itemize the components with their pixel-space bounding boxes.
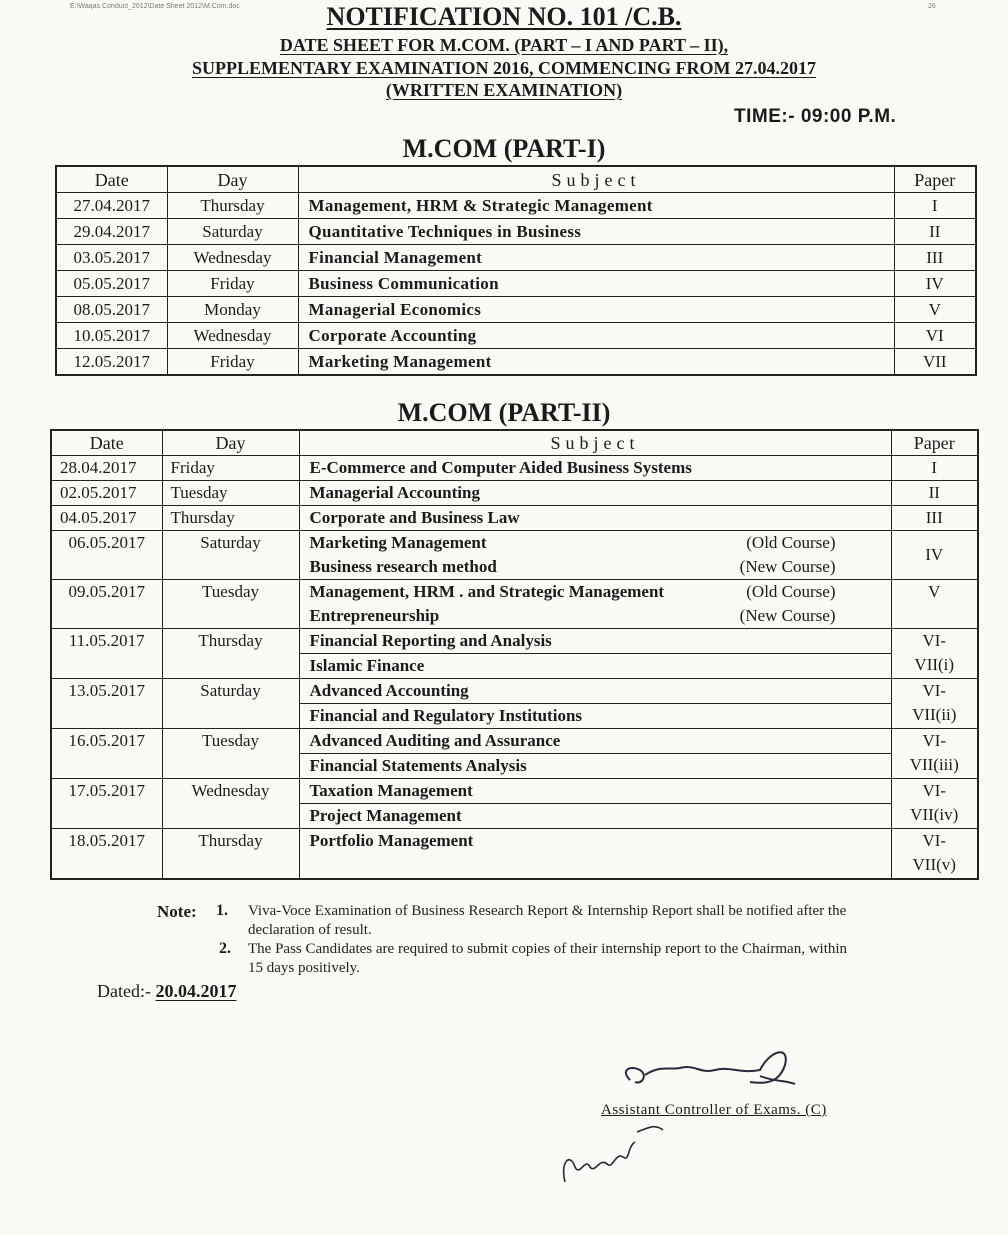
row-date: 04.05.2017 bbox=[51, 506, 162, 531]
subject-line bbox=[300, 729, 891, 753]
row-subject bbox=[299, 779, 891, 829]
paper-number: VII(i) bbox=[914, 655, 955, 674]
row-day: Thursday bbox=[162, 829, 299, 879]
row-paper bbox=[891, 456, 978, 481]
paper-number: I bbox=[931, 458, 938, 477]
row-paper bbox=[891, 629, 978, 679]
table-row bbox=[51, 779, 978, 829]
row-date: 13.05.2017 bbox=[51, 679, 162, 729]
table-row bbox=[51, 679, 978, 729]
table-row bbox=[56, 323, 976, 349]
table-row bbox=[51, 531, 978, 580]
table-header-row bbox=[56, 166, 976, 193]
note-2-line-2: 15 days positively. bbox=[248, 960, 360, 976]
row-subject bbox=[299, 829, 891, 879]
course-type: (Old Course) bbox=[746, 533, 836, 552]
exam-time: TIME:- 09:00 P.M. bbox=[734, 106, 897, 127]
subject-line bbox=[300, 580, 891, 604]
row-paper bbox=[891, 580, 978, 629]
row-paper: VI bbox=[894, 323, 976, 349]
row-day: Wednesday bbox=[167, 245, 298, 271]
subject-line bbox=[300, 481, 891, 505]
subject-line bbox=[300, 753, 891, 778]
paper-number: VI- bbox=[922, 731, 947, 750]
row-day: Wednesday bbox=[162, 779, 299, 829]
subject-name: Financial and Regulatory Institutions bbox=[309, 706, 583, 725]
row-date: 05.05.2017 bbox=[56, 271, 167, 297]
note-2-line-1: The Pass Candidates are required to submit copies of their internship report to the Chairman, within bbox=[248, 941, 848, 957]
row-date: 03.05.2017 bbox=[56, 245, 167, 271]
header-date: Date bbox=[51, 430, 162, 456]
note-1-line-2: declaration of result. bbox=[248, 922, 372, 938]
notification-title: NOTIFICATION NO. 101 /C.B. bbox=[326, 2, 682, 31]
table-row bbox=[56, 297, 976, 323]
subject-line bbox=[300, 531, 891, 555]
table-row bbox=[56, 219, 976, 245]
part1-title: M.COM (PART-I) bbox=[402, 134, 606, 163]
subject-line bbox=[300, 506, 891, 530]
row-paper bbox=[891, 506, 978, 531]
subtitle-line-1: DATE SHEET FOR M.COM. (PART – I AND PART – II), bbox=[279, 35, 729, 55]
table-row bbox=[51, 481, 978, 506]
row-paper: III bbox=[894, 245, 976, 271]
row-day: Saturday bbox=[167, 219, 298, 245]
row-date: 27.04.2017 bbox=[56, 193, 167, 219]
row-day: Tuesday bbox=[162, 580, 299, 629]
row-paper: VII bbox=[894, 349, 976, 376]
row-date: 06.05.2017 bbox=[51, 531, 162, 580]
table-row bbox=[51, 456, 978, 481]
course-type: (Old Course) bbox=[746, 582, 836, 601]
row-day: Thursday bbox=[167, 193, 298, 219]
row-date: 28.04.2017 bbox=[51, 456, 162, 481]
subject-name: Corporate and Business Law bbox=[309, 508, 520, 527]
row-date: 17.05.2017 bbox=[51, 779, 162, 829]
subject-name: Financial Reporting and Analysis bbox=[309, 631, 552, 650]
row-day: Saturday bbox=[162, 531, 299, 580]
row-subject: Management, HRM & Strategic Management bbox=[298, 193, 894, 219]
subject-line bbox=[300, 829, 891, 853]
row-subject bbox=[299, 506, 891, 531]
row-paper bbox=[891, 779, 978, 829]
subject-name: Marketing Management bbox=[309, 533, 487, 552]
header-day: Day bbox=[167, 166, 298, 193]
subject-name: Managerial Accounting bbox=[309, 483, 480, 502]
row-day: Tuesday bbox=[162, 729, 299, 779]
table-row bbox=[51, 506, 978, 531]
header-subject: Subject bbox=[299, 430, 891, 456]
paper-number: VI- bbox=[922, 681, 947, 700]
row-subject bbox=[299, 729, 891, 779]
note-number-2: 2. bbox=[219, 940, 231, 957]
table-row bbox=[51, 729, 978, 779]
row-date: 09.05.2017 bbox=[51, 580, 162, 629]
header-subject: Subject bbox=[298, 166, 894, 193]
row-paper bbox=[891, 679, 978, 729]
subject-name: Entrepreneurship bbox=[309, 606, 440, 625]
row-subject: Marketing Management bbox=[298, 349, 894, 376]
subject-line bbox=[300, 653, 891, 678]
subject-name: Project Management bbox=[309, 806, 462, 825]
table-row bbox=[56, 193, 976, 219]
subtitle-line-3: (WRITTEN EXAMINATION) bbox=[385, 80, 623, 100]
note-number-1: 1. bbox=[216, 902, 228, 919]
row-subject: Quantitative Techniques in Business bbox=[298, 219, 894, 245]
dated bbox=[97, 981, 236, 1002]
table-header-row bbox=[51, 430, 978, 456]
row-paper bbox=[891, 729, 978, 779]
subject-line bbox=[300, 703, 891, 728]
subject-line bbox=[300, 679, 891, 703]
header-paper: Paper bbox=[891, 430, 978, 456]
row-subject bbox=[299, 679, 891, 729]
subject-line bbox=[300, 604, 891, 628]
paper-number: IV bbox=[925, 545, 944, 564]
subject-line bbox=[300, 629, 891, 653]
table-row bbox=[51, 580, 978, 629]
part2-title: M.COM (PART-II) bbox=[397, 398, 611, 427]
row-date: 08.05.2017 bbox=[56, 297, 167, 323]
row-day: Wednesday bbox=[167, 323, 298, 349]
row-date: 16.05.2017 bbox=[51, 729, 162, 779]
subject-name: Portfolio Management bbox=[309, 831, 474, 850]
subject-name: Management, HRM . and Strategic Management bbox=[309, 582, 665, 601]
row-subject bbox=[299, 456, 891, 481]
subject-name: Islamic Finance bbox=[309, 656, 425, 675]
paper-number: II bbox=[928, 483, 940, 502]
subject-line bbox=[300, 555, 891, 579]
table-row bbox=[51, 629, 978, 679]
row-day: Tuesday bbox=[162, 481, 299, 506]
subject-name: Advanced Accounting bbox=[309, 681, 469, 700]
course-type: (New Course) bbox=[739, 606, 836, 625]
row-date: 10.05.2017 bbox=[56, 323, 167, 349]
row-date: 12.05.2017 bbox=[56, 349, 167, 376]
subject-line bbox=[300, 803, 891, 828]
part1-table bbox=[55, 165, 977, 376]
row-date: 18.05.2017 bbox=[51, 829, 162, 879]
paper-number: VI- bbox=[922, 831, 947, 850]
row-paper bbox=[891, 481, 978, 506]
row-subject bbox=[299, 531, 891, 580]
course-type: (New Course) bbox=[739, 557, 836, 576]
subject-line bbox=[300, 456, 891, 480]
table-row bbox=[51, 829, 978, 879]
row-date: 29.04.2017 bbox=[56, 219, 167, 245]
initials-signature-icon bbox=[555, 1112, 665, 1192]
subject-name: Advanced Auditing and Assurance bbox=[309, 731, 561, 750]
paper-number: VII(ii) bbox=[912, 705, 957, 724]
row-day: Thursday bbox=[162, 506, 299, 531]
note-1-line-1: Viva-Voce Examination of Business Research Report & Internship Report shall be notified after the bbox=[248, 903, 847, 919]
signature-icon bbox=[600, 1040, 810, 1100]
paper-number: III bbox=[925, 508, 943, 527]
row-subject bbox=[299, 629, 891, 679]
row-paper bbox=[891, 829, 978, 879]
table-row bbox=[56, 349, 976, 376]
row-paper: IV bbox=[894, 271, 976, 297]
subject-name: Taxation Management bbox=[309, 781, 473, 800]
row-day: Monday bbox=[167, 297, 298, 323]
row-paper bbox=[891, 531, 978, 580]
row-subject bbox=[299, 580, 891, 629]
subject-name: Financial Statements Analysis bbox=[309, 756, 527, 775]
paper-number: VI- bbox=[922, 781, 947, 800]
row-day: Friday bbox=[162, 456, 299, 481]
row-day: Friday bbox=[167, 349, 298, 376]
row-date: 11.05.2017 bbox=[51, 629, 162, 679]
table-row bbox=[56, 271, 976, 297]
row-subject: Managerial Economics bbox=[298, 297, 894, 323]
part2-table bbox=[50, 429, 979, 880]
row-day: Friday bbox=[167, 271, 298, 297]
paper-number: V bbox=[928, 582, 941, 601]
row-day: Thursday bbox=[162, 629, 299, 679]
header-day: Day bbox=[162, 430, 299, 456]
paper-number: VII(v) bbox=[912, 855, 956, 874]
row-subject bbox=[299, 481, 891, 506]
header-date: Date bbox=[56, 166, 167, 193]
signatory-title: Assistant Controller of Exams. (C) bbox=[601, 1102, 827, 1118]
dated-value: 20.04.2017 bbox=[155, 981, 237, 1001]
subject-name: Business research method bbox=[309, 557, 497, 576]
row-subject: Financial Management bbox=[298, 245, 894, 271]
dated-label: Dated:- bbox=[97, 981, 151, 1001]
table-row bbox=[56, 245, 976, 271]
subject-line bbox=[300, 779, 891, 803]
paper-number: VII(iv) bbox=[910, 805, 959, 824]
row-paper: II bbox=[894, 219, 976, 245]
row-subject: Corporate Accounting bbox=[298, 323, 894, 349]
subtitle-line-2: SUPPLEMENTARY EXAMINATION 2016, COMMENCING FROM 27.04.2017 bbox=[191, 58, 816, 78]
page-number: 26 bbox=[928, 3, 936, 10]
note-label: Note: bbox=[157, 902, 197, 921]
row-day: Saturday bbox=[162, 679, 299, 729]
row-paper: I bbox=[894, 193, 976, 219]
paper-number: VII(iii) bbox=[909, 755, 959, 774]
row-date: 02.05.2017 bbox=[51, 481, 162, 506]
paper-number: VI- bbox=[922, 631, 947, 650]
file-path: E:\Waqas Conduct_2012\Date Sheet 2012\M.Com.doc bbox=[70, 3, 240, 10]
row-paper: V bbox=[894, 297, 976, 323]
row-subject: Business Communication bbox=[298, 271, 894, 297]
subject-name: E-Commerce and Computer Aided Business Systems bbox=[309, 458, 692, 477]
header-paper: Paper bbox=[894, 166, 976, 193]
